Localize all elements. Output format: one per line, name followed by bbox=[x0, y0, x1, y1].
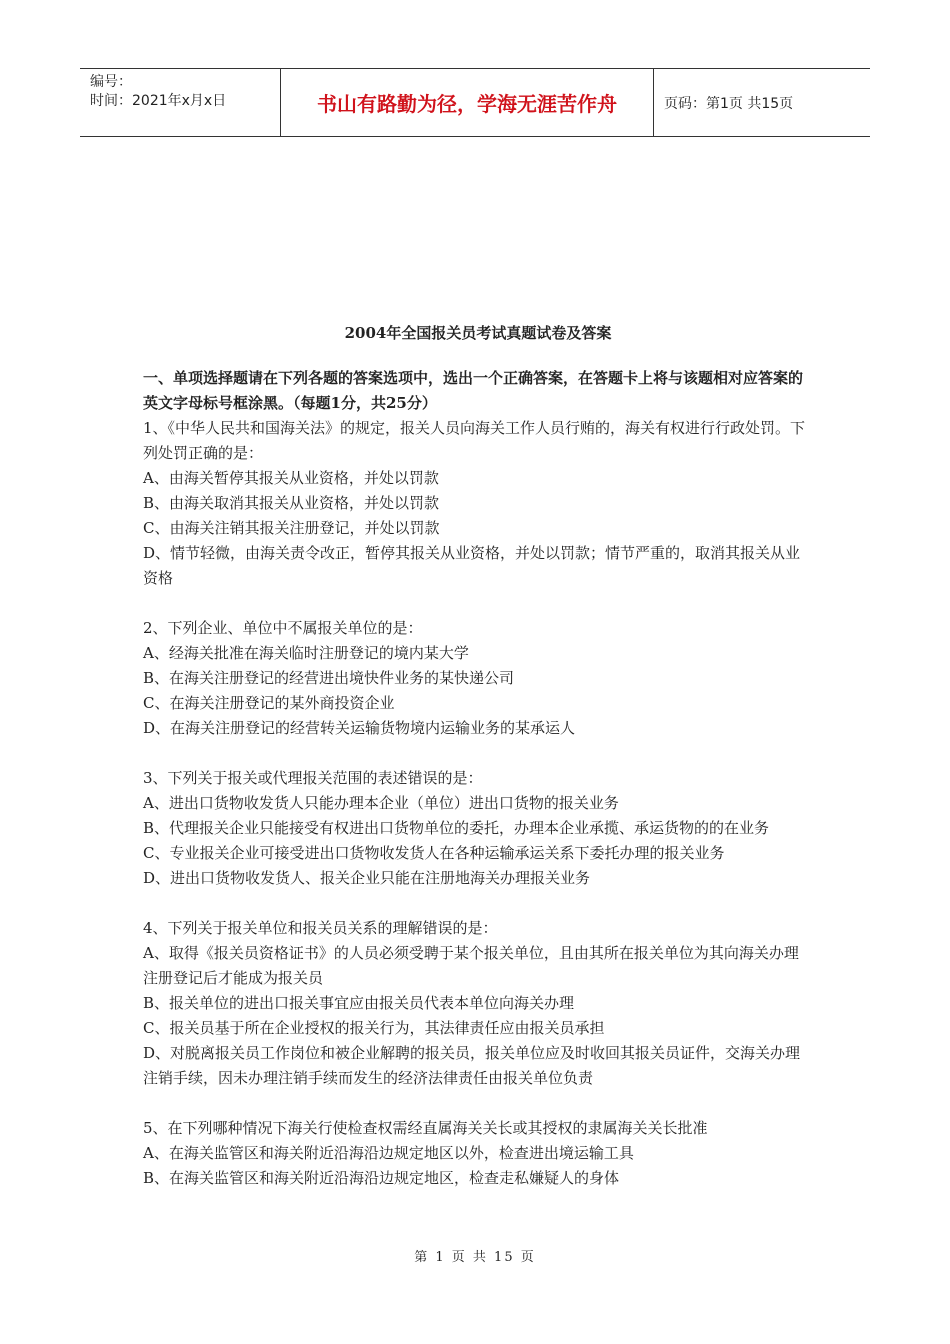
option-d: D、情节轻微，由海关责令改正，暂停其报关从业资格，并处以罚款；情节严重的，取消其报关从业资格 bbox=[143, 544, 801, 587]
option-c: C、由海关注销其报关注册登记，并处以罚款 bbox=[143, 519, 440, 537]
question-stem: 4、下列关于报关单位和报关员关系的理解错误的是： bbox=[143, 919, 498, 937]
question-5 bbox=[143, 1116, 813, 1191]
option-c: C、报关员基于所在企业授权的报关行为，其法律责任应由报关员承担 bbox=[143, 1019, 605, 1037]
option-b: B、由海关取消其报关从业资格，并处以罚款 bbox=[143, 494, 440, 512]
option-d: D、在海关注册登记的经营转关运输货物境内运输业务的某承运人 bbox=[143, 719, 576, 737]
question-stem: 1、《中华人民共和国海关法》的规定，报关人员向海关工作人员行贿的，海关有权进行行政处罚。下列处罚正确的是： bbox=[143, 419, 806, 462]
option-d: D、进出口货物收发货人、报关企业只能在注册地海关办理报关业务 bbox=[143, 869, 591, 887]
page-footer: 第 1 页 共 15 页 bbox=[414, 1250, 536, 1265]
option-b: B、在海关监管区和海关附近沿海沿边规定地区，检查走私嫌疑人的身体 bbox=[143, 1169, 620, 1187]
option-a: A、在海关监管区和海关附近沿海沿边规定地区以外，检查进出境运输工具 bbox=[143, 1144, 634, 1162]
option-b: B、代理报关企业只能接受有权进出口货物单位的委托，办理本企业承揽、承运货物的的在业务 bbox=[143, 819, 770, 837]
document-title: 2004年全国报关员考试真题试卷及答案 bbox=[344, 324, 612, 342]
question-stem: 5、在下列哪种情况下海关行使检查权需经直属海关关长或其授权的隶属海关关长批准 bbox=[143, 1119, 708, 1137]
header-page-info: 页码：第1页 共15页 bbox=[664, 95, 794, 112]
option-b: B、报关单位的进出口报关事宜应由报关员代表本单位向海关办理 bbox=[143, 994, 575, 1012]
document-body bbox=[143, 322, 813, 1216]
page-header bbox=[80, 68, 870, 137]
question-2 bbox=[143, 616, 813, 741]
question-3 bbox=[143, 766, 813, 891]
option-a: A、取得《报关员资格证书》的人员必须受聘于某个报关单位，且由其所在报关单位为其向海关办理注册登记后才能成为报关员 bbox=[143, 944, 799, 987]
question-4 bbox=[143, 916, 813, 1091]
header-meta bbox=[80, 69, 281, 136]
number-label: 编号： bbox=[90, 74, 132, 90]
option-a: A、经海关批准在海关临时注册登记的境内某大学 bbox=[143, 644, 469, 662]
header-motto: 书山有路勤为径，学海无涯苦作舟 bbox=[281, 69, 654, 136]
option-c: C、专业报关企业可接受进出口货物收发货人在各种运输承运关系下委托办理的报关业务 bbox=[143, 844, 725, 862]
option-b: B、在海关注册登记的经营进出境快件业务的某快递公司 bbox=[143, 669, 515, 687]
question-1 bbox=[143, 416, 813, 591]
time-label: 时间：2021年x月x日 bbox=[90, 93, 227, 109]
option-a: A、由海关暂停其报关从业资格，并处以罚款 bbox=[143, 469, 439, 487]
section-heading: 一、单项选择题请在下列各题的答案选项中，选出一个正确答案，在答题卡上将与该题相对应答案的英文字母标号框涂黑。（每题1分，共25分） bbox=[143, 369, 804, 412]
question-stem: 3、下列关于报关或代理报关范围的表述错误的是： bbox=[143, 769, 483, 787]
question-stem: 2、下列企业、单位中不属报关单位的是： bbox=[143, 619, 423, 637]
option-c: C、在海关注册登记的某外商投资企业 bbox=[143, 694, 395, 712]
option-a: A、进出口货物收发货人只能办理本企业（单位）进出口货物的报关业务 bbox=[143, 794, 619, 812]
option-d: D、对脱离报关员工作岗位和被企业解聘的报关员，报关单位应及时收回其报关员证件，交海关办理注销手续，因未办理注销手续而发生的经济法律责任由报关单位负责 bbox=[143, 1044, 801, 1087]
